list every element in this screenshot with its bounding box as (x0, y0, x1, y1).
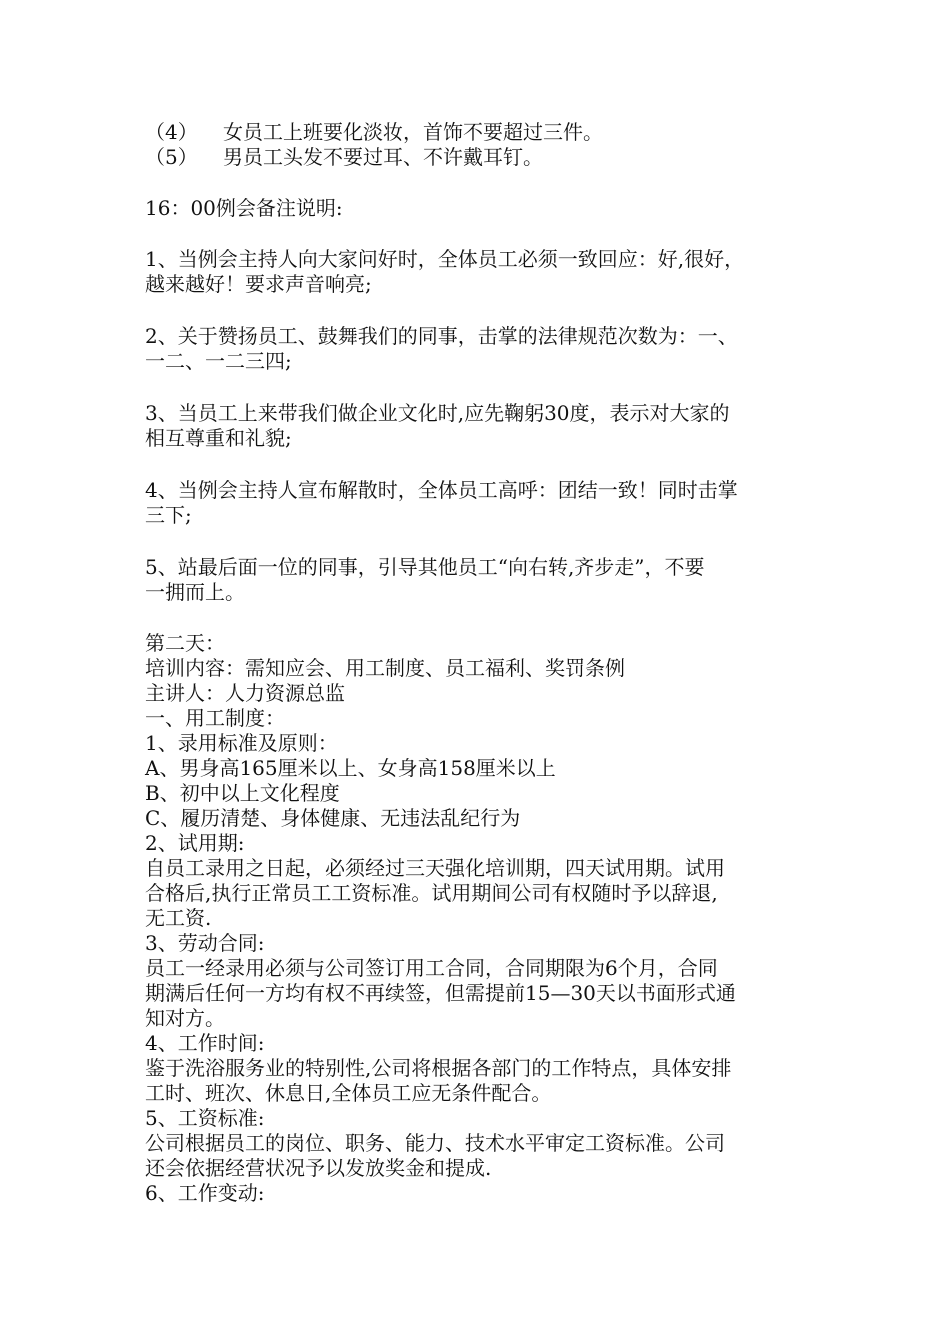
probation-line-1: 自员工录用之日起，必须经过三天强化培训期，四天试用期。试用 (145, 856, 725, 880)
probation-line-2: 合格后,执行正常员工工资标准。试用期间公司有权随时予以辞退, (145, 881, 718, 905)
meeting-note-5: 5、站最后面一位的同事，引导其他员工“向右转,齐步走”，不要 一拥而上。 (145, 555, 705, 604)
contract-line-1: 员工一经录用必须与公司签订用工合同，合同期限为6个月，合同 (145, 956, 718, 980)
item-number: （4） (145, 120, 198, 144)
section-employment-system: 一、用工制度： (145, 706, 285, 730)
contract-line-2: 期满后任何一方均有权不再续签，但需提前15—30天以书面形式通 (145, 981, 736, 1005)
job-change-title: 6、工作变动: (145, 1181, 265, 1205)
meeting-note-4: 4、当例会主持人宣布解散时，全体员工高呼：团结一致！同时击掌 三下; (145, 478, 738, 527)
intro-item-4 (145, 120, 810, 145)
worktime-line-2: 工时、班次、休息日,全体员工应无条件配合。 (145, 1081, 552, 1105)
item-text: 男员工头发不要过耳、不许戴耳钉。 (223, 145, 543, 169)
wage-line-2: 还会依据经营状况予以发放奖金和提成. (145, 1156, 492, 1180)
worktime-line-1: 鉴于洗浴服务业的特别性,公司将根据各部门的工作特点，具体安排 (145, 1056, 732, 1080)
hire-c: C、履历清楚、身体健康、无违法乱纪行为 (145, 806, 521, 830)
hire-title: 1、录用标准及原则： (145, 731, 338, 755)
day2-title: 第二天： (145, 631, 225, 655)
meeting-note-2: 2、关于赞扬员工、鼓舞我们的同事，击掌的法律规范次数为：一、 一二、一二三四; (145, 324, 738, 373)
item-number: （5） (145, 145, 198, 169)
hire-a: A、男身高165厘米以上、女身高158厘米以上 (145, 756, 556, 780)
contract-title: 3、劳动合同: (145, 931, 265, 955)
wage-line-1: 公司根据员工的岗位、职务、能力、技术水平审定工资标准。公司 (145, 1131, 725, 1155)
wage-title: 5、工资标准: (145, 1106, 265, 1130)
probation-title: 2、试用期: (145, 831, 245, 855)
hire-b: B、初中以上文化程度 (145, 781, 340, 805)
intro-item-5 (145, 145, 810, 170)
contract-line-3: 知对方。 (145, 1006, 225, 1030)
probation-line-3: 无工资. (145, 906, 212, 930)
meeting-note-3: 3、当员工上来带我们做企业文化时,应先鞠躬30度，表示对大家的 相互尊重和礼貌; (145, 401, 730, 450)
meeting-note-1: 1、当例会主持人向大家问好时，全体员工必须一致回应：好,很好， 越来越好！要求声音响亮; (145, 247, 745, 296)
worktime-title: 4、工作时间: (145, 1031, 265, 1055)
day2-speaker: 主讲人：人力资源总监 (145, 681, 345, 705)
item-text: 女员工上班要化淡妆，首饰不要超过三件。 (223, 120, 603, 144)
meeting-title: 16：00例会备注说明: (145, 196, 343, 220)
day2-content: 培训内容：需知应会、用工制度、员工福利、奖罚条例 (145, 656, 625, 680)
document-page (145, 120, 810, 1206)
